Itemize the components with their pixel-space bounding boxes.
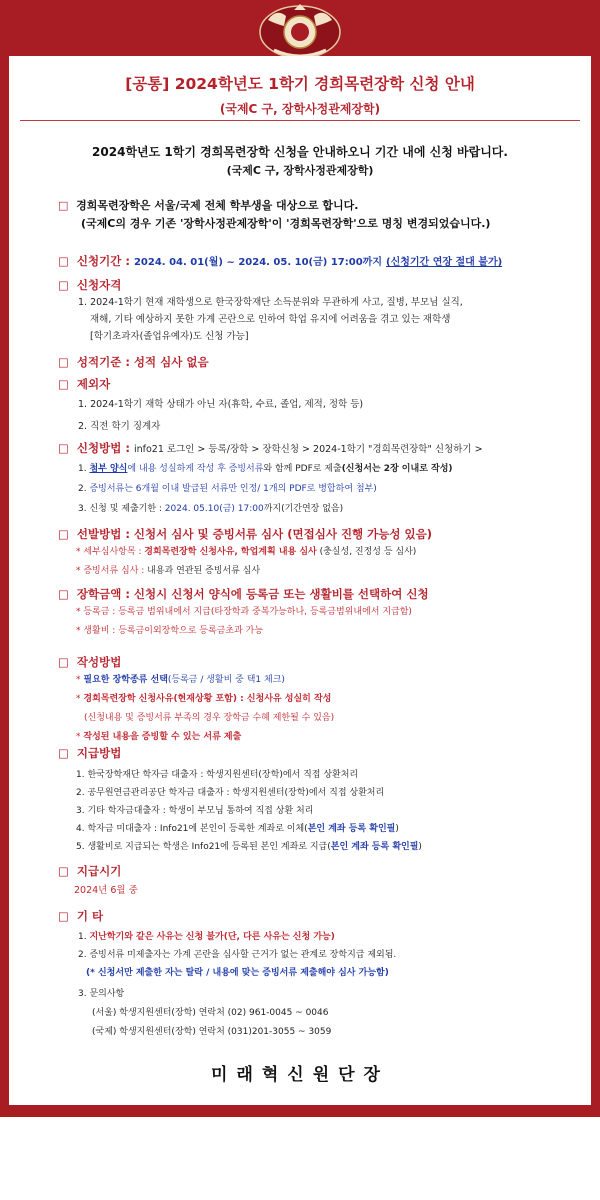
box-bullet: □ [58,441,69,455]
section-others [58,907,396,1042]
payment-4-c: ) [395,824,399,834]
box-bullet: □ [58,909,69,923]
amount-2-b: 등록금이외장학으로 등록금초과 가능 [118,626,264,636]
amount-2-a: * 생활비 : [76,626,119,636]
payment-5-b: 본인 계좌 등록 확인필 [330,842,419,852]
intro-line-1: 2024학년도 1학기 경희목련장학 신청을 안내하오니 기간 내에 신청 바랍니다. [92,145,508,159]
method-1-f: (신청서는 2장 이내로 작성) [341,464,453,474]
others-line-3: (* 신청서만 제출한 자는 탈락 / 내용에 맞는 증빙서류 제출해야 심사 가능함) [86,968,389,978]
writing-1-a: * [76,675,84,685]
writing-4-a: * [76,732,84,742]
page-subtitle: (국제C 구, 장학사정관제장학) [219,102,381,116]
period-label: 신청기간 : [76,254,130,268]
method-path: info21 로그인 > 등록/장학 > 장학신청 > 2024-1학기 "경희목련장학" 신청하기 > [133,444,483,455]
section-payment-time [58,862,138,902]
others-line-4: 3. 문의사항 [78,989,125,999]
section-writing [58,653,334,747]
box-bullet: □ [58,746,69,760]
amount-title: 장학금액 : 신청시 신청서 양식에 등록금 또는 생활비를 선택하여 신청 [76,587,429,601]
page-title: [공통] 2024학년도 1학기 경희목련장학 신청 안내 [125,75,475,93]
method-2-c: ) [373,484,377,494]
writing-2-b: 경희목련장학 신청사유(현재상황 포함) : 신청사유 성실히 작성 [83,694,332,704]
method-1-c: 에 [127,464,139,474]
payment-4-a: 4. 학자금 미대출자 : Info21에 본인이 등록한 계좌로 이체( [76,824,308,834]
intro-line-2: (국제C 구, 장학사정관제장학) [226,164,374,177]
box-bullet: □ [58,355,69,369]
writing-3: (신청내용 및 증빙서류 부족의 경우 장학금 수혜 제한될 수 있음) [84,713,335,723]
eligibility-title: 신청자격 [76,278,122,292]
payment-time-title: 지급시기 [76,864,122,878]
selection-2-b: 내용과 연관된 증빙서류 심사 [147,566,261,576]
target-line-1: 경희목련장학은 서울/국제 전체 학부생을 대상으로 합니다. [76,199,359,212]
payment-line-3: 3. 기타 학자금대출자 : 학생이 부모님 통하여 직접 상환 처리 [76,806,314,816]
contact-seoul: (서울) 학생지원센터(장학) 연락처 (02) 961-0045 ~ 0046 [92,1008,329,1018]
section-selection [58,525,432,581]
target-line-2: (국제C의 경우 기존 '장학사정관제장학'이 '경희목련장학'으로 명칭 변경되었습니다.) [81,217,491,230]
method-num-1: 1. [78,464,90,474]
selection-1-b: 경희목련장학 신청사유, 학업계획 내용 심사 [144,547,317,557]
section-grade [58,353,209,371]
method-3-b: 2024. 05.10(금) 17:00 [164,504,264,514]
payment-5-c: ) [418,842,422,852]
section-period [58,252,502,272]
signature: 미래혁신원단장 [211,1065,389,1085]
selection-title: 선발방법 : 신청서 심사 및 증빙서류 심사 (면접심사 진행 가능성 있음) [76,527,432,541]
box-bullet: □ [58,199,69,212]
section-target [58,197,490,233]
writing-1-c: (등록금 / 생활비 중 택1 체크) [167,675,285,685]
section-eligibility [58,276,463,345]
method-3-c: 까지(기간연장 없음) [263,504,344,514]
section-excluded [58,375,363,437]
excluded-title: 제외자 [76,377,111,391]
period-dates: 2024. 04. 01(월) ~ 2024. 05. 10(금) 17:00까지 [133,257,382,268]
excluded-line-2: 2. 직전 학기 징계자 [78,421,161,432]
eligibility-line-2: 재해, 기타 예상하지 못한 가계 곤란으로 인하여 학업 유지에 어려움을 겪고 있는 재학생 [90,314,451,325]
box-bullet: □ [58,655,69,669]
amount-1-b: 등록금 범위내에서 지급(타장학과 중복가능하나, 등록금범위내에서 지급함) [118,607,412,617]
payment-title: 지급방법 [76,746,122,760]
box-bullet: □ [58,527,69,541]
period-note: (신청기간 연장 절대 불가) [386,257,503,268]
amount-1-a: * 등록금 : [76,607,119,617]
box-bullet: □ [58,254,69,268]
others-1-a: 1. [78,932,90,942]
payment-time-value: 2024년 6월 중 [74,885,138,896]
method-num-2: 2. [78,484,90,494]
payment-line-2: 2. 공무원연금관리공단 학자금 대출자 : 학생지원센터(장학)에서 직접 상환처리 [76,788,385,798]
method-label: 신청방법 : [76,441,130,455]
box-bullet: □ [58,864,69,878]
title-divider [20,120,580,121]
writing-1-b: 필요한 장학종류 선택 [83,675,168,685]
contact-global: (국제) 학생지원센터(장학) 연락처 (031)201-3055 ~ 3059 [92,1027,332,1037]
box-bullet: □ [58,587,69,601]
writing-title: 작성방법 [76,655,122,669]
payment-4-b: 본인 계좌 등록 확인필 [307,824,396,834]
others-title: 기 타 [76,909,104,923]
payment-line-1: 1. 한국장학재단 학자금 대출자 : 학생지원센터(장학)에서 직접 상환처리 [76,770,359,780]
section-method [58,439,483,519]
others-line-2: 2. 증빙서류 미제출자는 가계 곤란을 심사할 근거가 없는 관계로 장학지급 제외됨. [78,950,397,960]
attachment-form-link[interactable]: 첨부 양식 [89,464,128,474]
method-2-b: 증빙서류는 6개월 이내 발급된 서류만 인정/ 1개의 PDF로 병합하여 첨부 [89,484,374,494]
writing-4-b: 작성된 내용을 증빙할 수 있는 서류 제출 [83,732,242,742]
method-1-e: 와 함께 PDF로 제출 [263,464,342,474]
payment-5-a: 5. 생활비로 지급되는 학생은 Info21에 등록된 본인 계좌로 지급( [76,842,331,852]
method-1-d: 내용 성실하게 작성 후 증빙서류 [138,464,264,474]
selection-1-c: (충실성, 진정성 등 심사) [316,547,417,557]
box-bullet: □ [58,278,69,292]
grade-title: 성적기준 : 성적 심사 없음 [76,355,209,369]
section-payment [58,744,422,856]
eligibility-line-1: 1. 2024-1학기 현재 재학생으로 한국장학재단 소득분위와 무관하게 사고, 질병, 부모님 실직, [78,297,463,308]
section-amount [58,585,429,641]
others-1-b: 지난학기와 같은 사유는 신청 불가(단, 다른 사유는 신청 가능) [89,932,335,942]
writing-2-a: * [76,694,84,704]
box-bullet: □ [58,377,69,391]
excluded-line-1: 1. 2024-1학기 재학 상태가 아닌 자(휴학, 수료, 졸업, 제적, 정학 등) [78,399,364,410]
eligibility-line-3: [학기초과자(졸업유예자)도 신청 가능] [90,331,249,342]
selection-1-a: * 세부심사항목 : [76,547,145,557]
university-emblem-icon [254,2,346,60]
method-3-a: 3. 신청 및 제출기한 : [78,504,165,514]
selection-2-a: * 증빙서류 심사 : [76,566,148,576]
